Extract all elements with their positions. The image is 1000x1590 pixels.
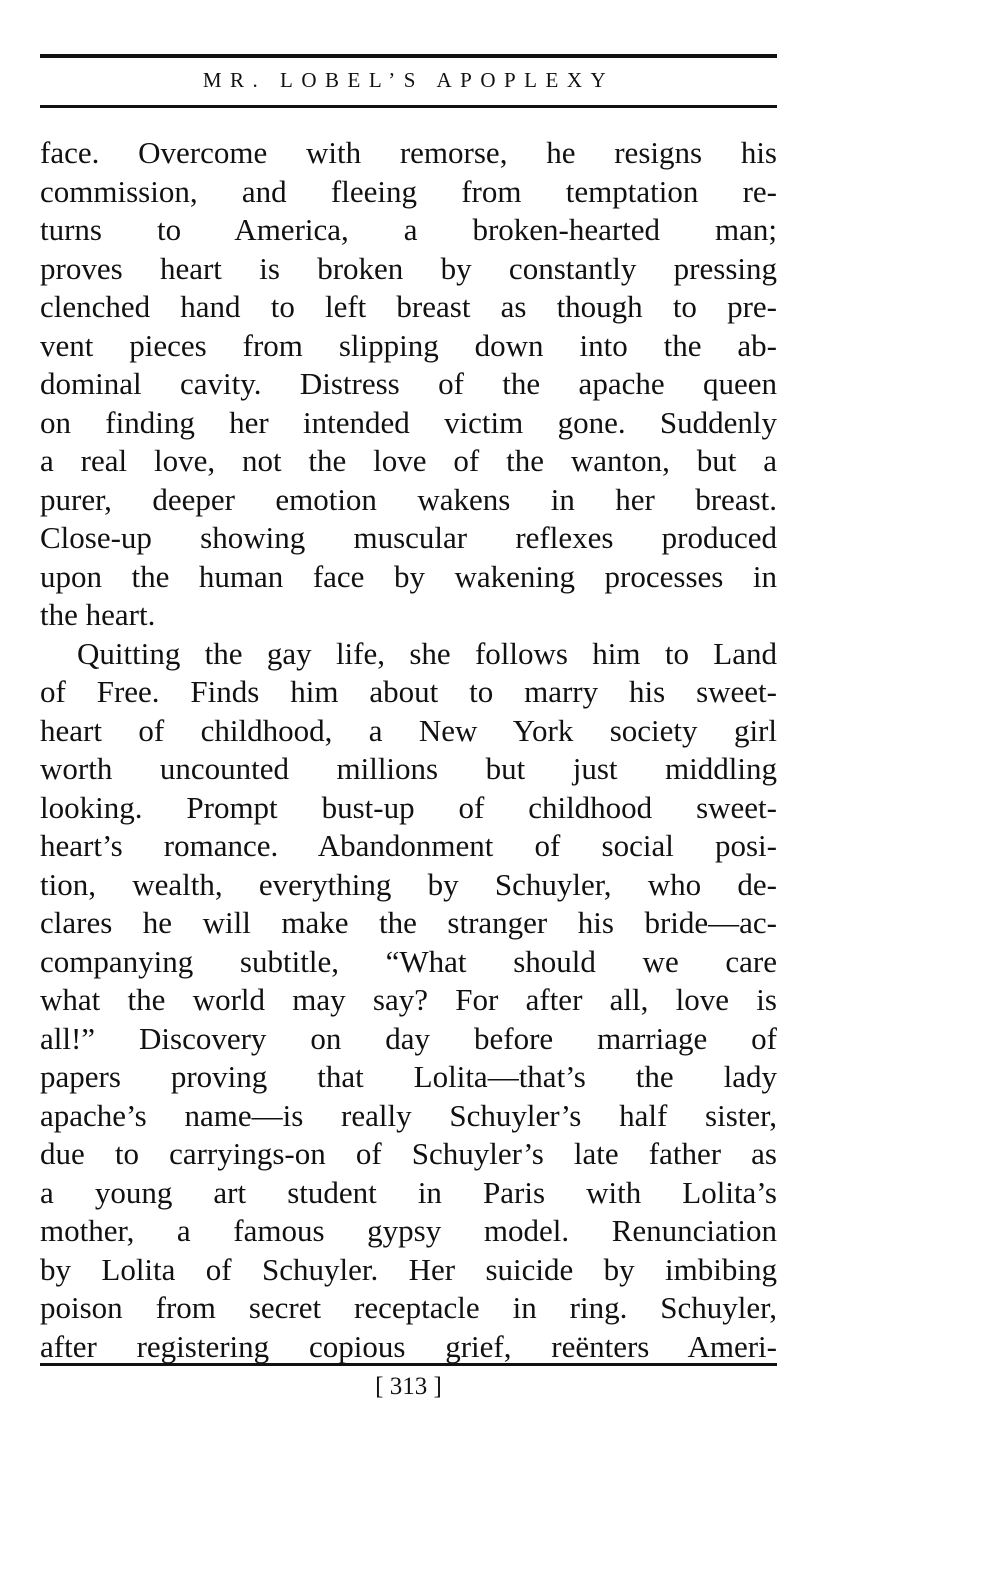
text-line: turns to America, a broken-hearted man;: [40, 212, 777, 247]
text-line: heart’s romance. Abandonment of social posi-: [40, 828, 777, 863]
text-line: companying subtitle, “What should we care: [40, 943, 777, 979]
running-head: MR. LOBEL’S APOPLEXY: [202, 68, 615, 92]
text-line: due to carryings-on of Schuyler’s late father as: [40, 1136, 777, 1171]
footer-rule: [40, 1363, 777, 1366]
text-line: dominal cavity. Distress of the apache queen: [40, 366, 777, 401]
text-line: apache’s name—is really Schuyler’s half sister,: [40, 1097, 777, 1133]
text-line: clares he will make the stranger his bride—ac-: [40, 905, 777, 940]
text-line: poison from secret receptacle in ring. Schuyler,: [40, 1290, 777, 1325]
header-rule-bottom: [40, 105, 777, 108]
text-line: commission, and fleeing from temptation re-: [40, 173, 777, 209]
body-text: [40, 134, 777, 1366]
header-rule-top: [40, 54, 777, 58]
text-line: by Lolita of Schuyler. Her suicide by imbibing: [40, 1251, 777, 1287]
text-line: looking. Prompt bust-up of childhood sweet-: [40, 789, 777, 825]
text-line: of Free. Finds him about to marry his sweet-: [40, 674, 777, 709]
text-line: vent pieces from slipping down into the ab-: [40, 327, 777, 363]
text-line: papers proving that Lolita—that’s the lady: [40, 1059, 777, 1094]
text-line: face. Overcome with remorse, he resigns his: [40, 135, 777, 170]
text-line: Close-up showing muscular reflexes produced: [40, 520, 777, 555]
text-line: heart of childhood, a New York society girl: [40, 712, 777, 748]
text-line: upon the human face by wakening processes in: [40, 558, 777, 594]
text-line: tion, wealth, everything by Schuyler, who de-: [40, 866, 777, 902]
text-line: mother, a famous gypsy model. Renunciation: [40, 1213, 777, 1248]
text-line: a young art student in Paris with Lolita’s: [40, 1174, 777, 1210]
text-line: on finding her intended victim gone. Suddenly: [40, 404, 777, 440]
text-line: worth uncounted millions but just middling: [40, 751, 777, 786]
paragraph: [40, 635, 777, 1367]
text-line: clenched hand to left breast as though to pre-: [40, 289, 777, 324]
page-number: [ 313 ]: [375, 1373, 442, 1400]
text-line: the heart.: [40, 597, 156, 632]
text-line: Quitting the gay life, she follows him to Land: [77, 635, 777, 671]
text-line: purer, deeper emotion wakens in her breast.: [40, 481, 777, 517]
text-line: after registering copious grief, reënters Ameri-: [40, 1328, 777, 1364]
paragraph: [40, 134, 777, 635]
text-line: all!” Discovery on day before marriage of: [40, 1020, 777, 1056]
text-line: proves heart is broken by constantly pressing: [40, 250, 777, 286]
text-line: what the world may say? For after all, love is: [40, 982, 777, 1017]
text-line: a real love, not the love of the wanton, but a: [40, 443, 777, 478]
